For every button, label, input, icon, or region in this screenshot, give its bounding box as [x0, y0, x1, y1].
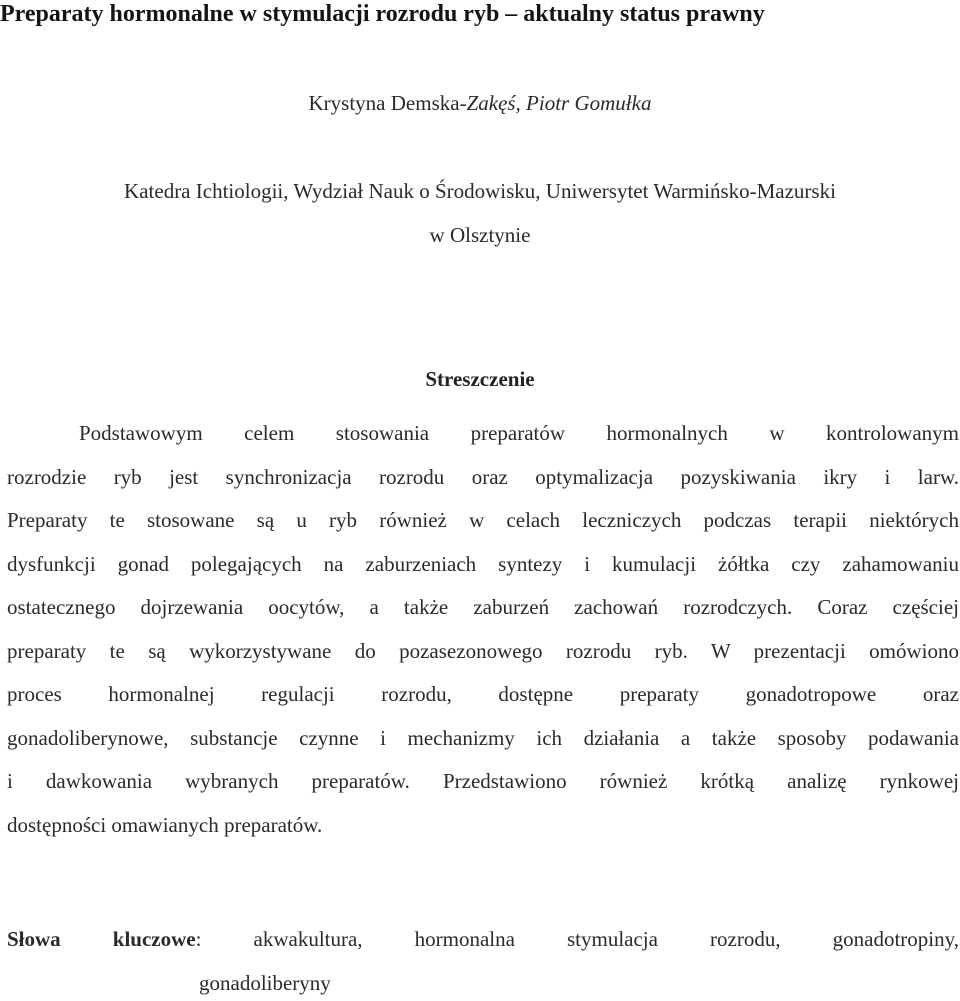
keywords-list: akwakultura, hormonalna stymulacja rozrodu, gonadotropiny,	[253, 927, 960, 951]
keywords-label-word: kluczowe	[112, 927, 196, 951]
abstract-line: Preparaty te stosowane są u ryb również w celach leczniczych podczas terapii niektórych	[7, 508, 959, 532]
keywords-section	[7, 925, 959, 997]
affiliation-line: Katedra Ichtiologii, Wydział Nauk o Środowisku, Uniwersytet Warmińsko-Mazurski	[124, 179, 836, 203]
author-name-part-italic: Zakęś, Piotr Gomułka	[466, 91, 652, 115]
abstract-line: proces hormonalnej regulacji rozrodu, dostępne preparaty gonadotropowe oraz	[7, 682, 959, 706]
keywords-line	[7, 925, 959, 953]
abstract-line: Podstawowym celem stosowania preparatów hormonalnych w kontrolowanym	[79, 421, 959, 445]
abstract-line: preparaty te są wykorzystywane do pozasezonowego rozrodu ryb. W prezentacji omówiono	[7, 638, 959, 663]
abstract-line: ostatecznego dojrzewania oocytów, a także zaburzeń zachowań rozrodczych. Coraz częściej	[7, 595, 959, 619]
keywords-label-word: Słowa	[7, 927, 61, 951]
keywords-list-continued: gonadoliberyny	[199, 971, 331, 995]
author-name-part: Krystyna Demska-	[308, 91, 467, 115]
abstract-line: i dawkowania wybranych preparatów. Przedstawiono również krótką analizę rynkowej	[7, 769, 959, 793]
keywords-colon: :	[195, 927, 202, 951]
abstract-line: gonadoliberynowe, substancje czynne i mechanizmy ich działania a także sposoby podawania	[7, 725, 959, 750]
abstract-body	[7, 419, 959, 854]
abstract-heading: Streszczenie	[425, 367, 535, 391]
paper-title: Preparaty hormonalne w stymulacji rozrodu ryb – aktualny status prawny	[0, 1, 765, 27]
author-list	[0, 89, 960, 117]
abstract-line: dysfunkcji gonad polegających na zaburzeniach syntezy i kumulacji żółtka czy zahamowaniu	[7, 551, 959, 576]
affiliation-line: w Olsztynie	[429, 223, 531, 247]
abstract-line: dostępności omawianych preparatów.	[7, 812, 323, 837]
abstract-line: rozrodzie ryb jest synchronizacja rozrodu oraz optymalizacja pozyskiwania ikry i larw.	[7, 464, 959, 489]
